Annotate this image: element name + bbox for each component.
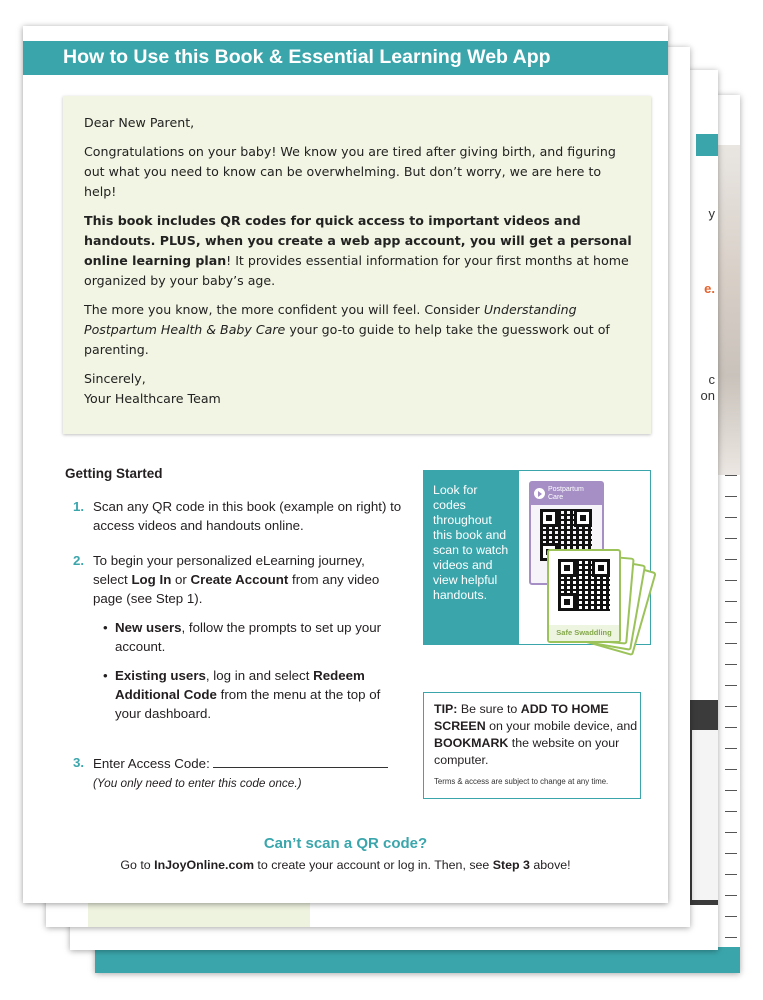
page-header [23, 41, 668, 75]
letter-greeting: Dear New Parent, [84, 115, 195, 130]
step-3: 3. Enter Access Code: (You only need to enter this code once.) [73, 753, 403, 793]
teal-header-fragment [696, 134, 718, 156]
page-title: How to Use this Book & Essential Learning Web App [63, 46, 551, 68]
green-footer-fragment [88, 902, 310, 927]
text-fragment: c [708, 372, 715, 387]
step-1: 1. Scan any QR code in this book (example on right) to access videos and handouts online. [73, 499, 402, 533]
main-page [23, 26, 668, 903]
letter-paragraph-3: The more you know, the more confident you will feel. Consider Understanding Postpartum Health & Baby Care your go-to guide to help take the guesswork out of parenting. [84, 302, 610, 357]
text-fragment: on [700, 388, 715, 403]
access-code-blank [213, 753, 388, 768]
letter-closing: Sincerely, [84, 371, 146, 386]
welcome-letter [63, 96, 651, 434]
website-link: InJoyOnline.com [154, 858, 254, 872]
bullet-new-users: • New users, follow the prompts to set up your account. [93, 618, 403, 656]
text-fragment: y [708, 206, 715, 221]
qr-card-postpartum: Postpartum Care [529, 481, 604, 585]
page-edge-lines [725, 455, 737, 975]
step-2: 2. To begin your personalized eLearning journey, select Log In or Create Account from any video page (see Step 1). • New users, follow the prompts to set up your account. • Existing users, log in and select Redeem Additional Code from the menu at the top of your dashboard. [73, 551, 403, 723]
letter-paragraph-1: Congratulations on your baby! We know you are tired after giving birth, and figuring out what you need to know can be overwhelming. But don’t worry, we are here to help! [84, 144, 616, 199]
qr-card-swaddling: Safe Swaddling [547, 549, 621, 643]
teal-footer-band [95, 947, 740, 973]
letter-signature: Your Healthcare Team [84, 391, 221, 406]
device-screenshot [688, 700, 718, 905]
qr-instructions-panel: Look for codes throughout this book and scan to watch videos and view helpful handouts. [424, 471, 519, 644]
text-fragment: e. [704, 281, 715, 296]
getting-started-title: Getting Started [65, 466, 163, 481]
bullet-existing-users: • Existing users, log in and select Redeem Additional Code from the menu at the top of your dashboard. [93, 666, 403, 723]
qr-code-icon [558, 559, 610, 611]
cant-scan-heading: Can’t scan a QR code? [263, 835, 428, 852]
steps-list [73, 497, 403, 809]
letter-paragraph-2: This book includes QR codes for quick access to important videos and handouts. PLUS, when you create a web app account, you will get a personal online learning plan! It provides essential information for your first months at home organized by your baby’s age. [84, 213, 632, 288]
terms-note: Terms & access are subject to change at any time. [434, 777, 609, 786]
qr-example-box [423, 470, 651, 645]
website-instructions: Go to InJoyOnline.com to create your account or log in. Then, see Step 3 above! [120, 858, 571, 872]
tip-box: TIP: Be sure to ADD TO HOME SCREEN on your mobile device, and BOOKMARK the website on your computer. Terms & access are subject to change at any time. [423, 692, 641, 799]
play-icon [534, 488, 545, 499]
